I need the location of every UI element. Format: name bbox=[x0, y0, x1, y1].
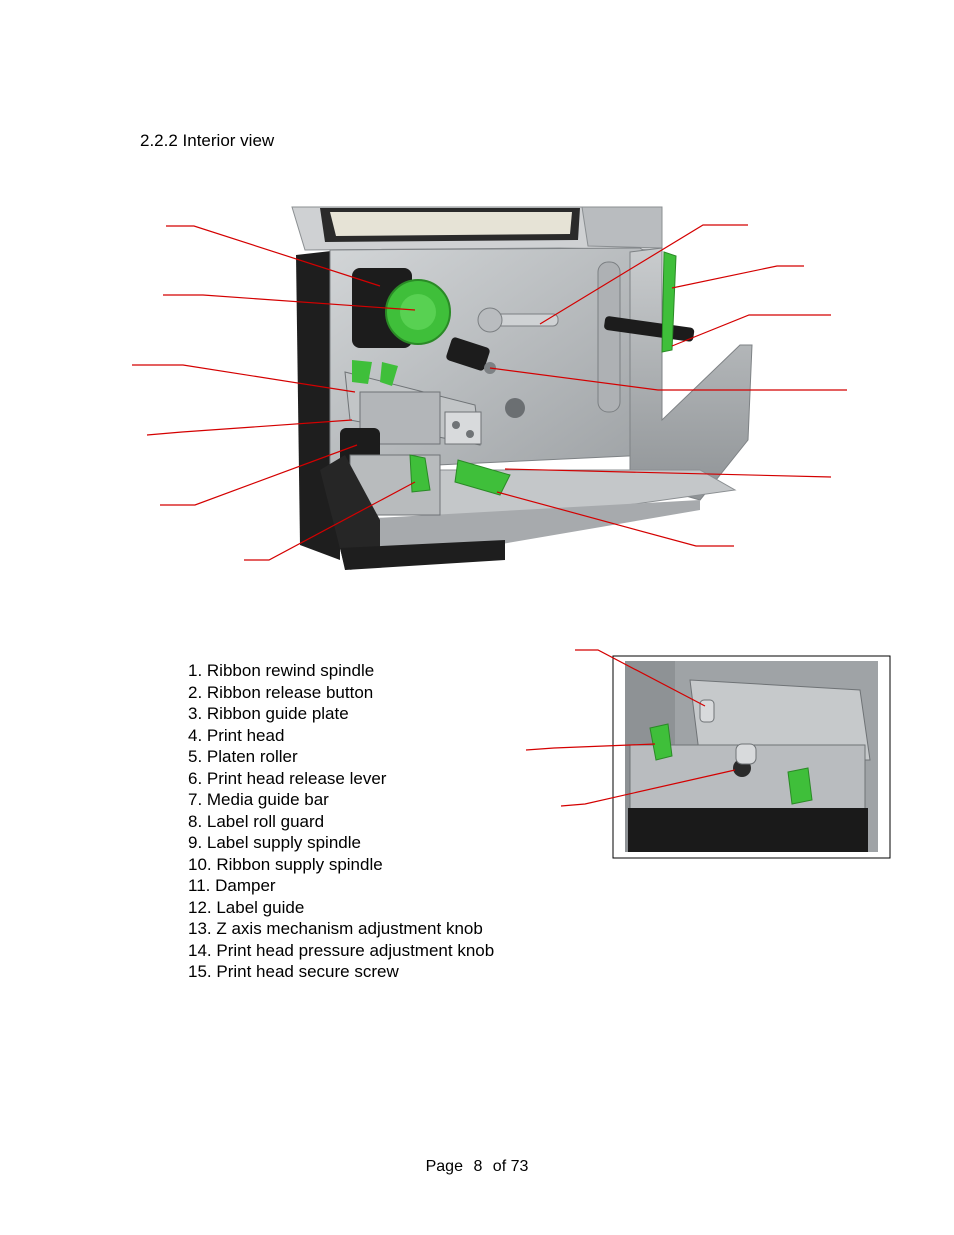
printer-interior-photo bbox=[292, 207, 752, 570]
page-footer bbox=[0, 1158, 954, 1176]
list-item: 11. Damper bbox=[188, 876, 276, 895]
print-head-closeup-photo bbox=[625, 661, 878, 852]
list-item: 2. Ribbon release button bbox=[188, 682, 374, 702]
list-item: 3. Ribbon guide plate bbox=[188, 704, 349, 723]
list-item: 1. Ribbon rewind spindle bbox=[188, 661, 375, 680]
list-item: 5. Platen roller bbox=[188, 747, 298, 766]
list-item: 14. Print head pressure adjustment knob bbox=[188, 940, 495, 960]
section-heading: 2.2.2 Interior view bbox=[140, 131, 275, 150]
list-item: 9. Label supply spindle bbox=[188, 833, 361, 852]
list-item: 10. Ribbon supply spindle bbox=[188, 854, 383, 874]
list-item: 15. Print head secure screw bbox=[188, 962, 399, 981]
list-item: 4. Print head bbox=[188, 725, 285, 745]
list-item: 6. Print head release lever bbox=[188, 768, 387, 788]
list-item: 7. Media guide bar bbox=[188, 790, 329, 809]
list-item: 8. Label roll guard bbox=[188, 811, 325, 831]
page-number: 8 bbox=[473, 1158, 483, 1175]
parts-list bbox=[188, 660, 494, 983]
list-item: 12. Label guide bbox=[188, 897, 305, 917]
page-total: of 73 bbox=[492, 1158, 529, 1175]
page-label: Page bbox=[425, 1158, 463, 1175]
list-item: 13. Z axis mechanism adjustment knob bbox=[188, 919, 483, 938]
